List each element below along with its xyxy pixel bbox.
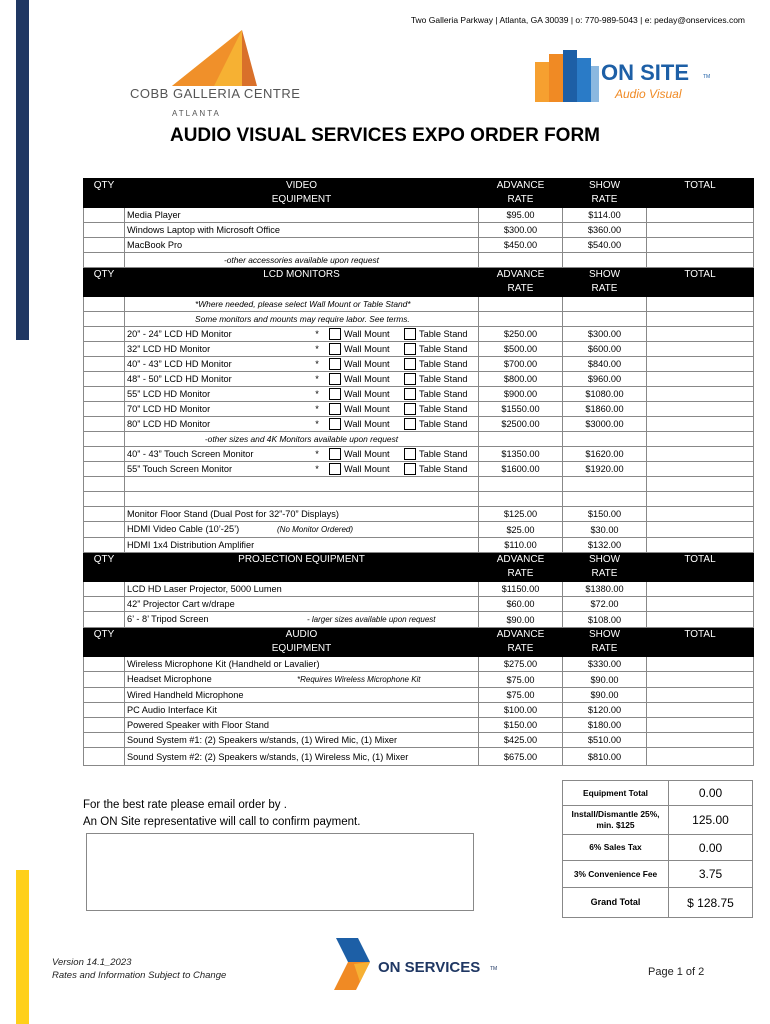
table-stand-checkbox[interactable]	[404, 403, 416, 415]
advance-rate-header: ADVANCE RATE	[479, 179, 563, 208]
qty-input[interactable]	[84, 597, 125, 612]
audio-item-row: Powered Speaker with Floor Stand $150.00 $180.00	[84, 718, 754, 733]
qty-input[interactable]	[84, 447, 125, 462]
show-rate-header: SHOW RATE	[563, 179, 647, 208]
total-cell[interactable]	[647, 522, 754, 538]
totals-row-grand: Grand Total $ 128.75	[563, 888, 753, 918]
total-cell[interactable]	[647, 372, 754, 387]
audio-header-row: QTY AUDIO EQUIPMENT ADVANCE RATE SHOW RATE TOTAL	[84, 628, 754, 657]
lcd-note-row: *Where needed, please select Wall Mount or Table Stand*	[84, 297, 754, 312]
projection-item-row: LCD HD Laser Projector, 5000 Lumen $1150.00 $1380.00	[84, 582, 754, 597]
projection-item-row: 42” Projector Cart w/drape $60.00 $72.00	[84, 597, 754, 612]
total-cell[interactable]	[647, 688, 754, 703]
total-cell[interactable]	[647, 462, 754, 477]
onsite-logo-sub: Audio Visual	[615, 87, 682, 101]
video-note-row	[84, 253, 754, 268]
wall-mount-checkbox[interactable]	[329, 343, 341, 355]
lcd-note-row: Some monitors and mounts may require labor. See terms.	[84, 312, 754, 327]
total-cell[interactable]	[647, 447, 754, 462]
contact-address: Two Galleria Parkway | Atlanta, GA 30039 | o: 770-989-5043 | e: peday@onservices.com	[410, 15, 745, 25]
grand-total-value[interactable]: $ 128.75	[669, 888, 753, 918]
install-dismantle-value[interactable]: 125.00	[669, 806, 753, 835]
total-cell[interactable]	[647, 672, 754, 688]
total-cell[interactable]	[647, 223, 754, 238]
audio-item-row: Wired Handheld Microphone $75.00 $90.00	[84, 688, 754, 703]
lcd-category-header: LCD MONITORS	[125, 268, 479, 297]
qty-input[interactable]	[84, 462, 125, 477]
sales-tax-value[interactable]: 0.00	[669, 835, 753, 861]
table-stand-checkbox[interactable]	[404, 373, 416, 385]
wall-mount-checkbox[interactable]	[329, 463, 341, 475]
lcd-note-row: -other sizes and 4K Monitors available upon request	[84, 432, 754, 447]
totals-row-fee: 3% Convenience Fee 3.75	[563, 861, 753, 888]
wall-mount-checkbox[interactable]	[329, 373, 341, 385]
qty-input[interactable]	[84, 733, 125, 748]
audio-item-row: Headset Microphone *Requires Wireless Microphone Kit $75.00 $90.00	[84, 672, 754, 688]
qty-input[interactable]	[84, 223, 125, 238]
video-category-header: VIDEO EQUIPMENT	[125, 179, 479, 208]
cobb-logo-name: COBB GALLERIA CENTRE	[130, 86, 301, 101]
lcd-item-row: 20” - 24” LCD HD Monitor * Wall Mount Table Stand $250.00 $300.00	[84, 327, 754, 342]
qty-input[interactable]	[84, 612, 125, 628]
qty-input[interactable]	[84, 748, 125, 766]
totals-row-tax: 6% Sales Tax 0.00	[563, 835, 753, 861]
table-stand-checkbox[interactable]	[404, 328, 416, 340]
qty-input[interactable]	[84, 582, 125, 597]
qty-input[interactable]	[84, 657, 125, 672]
onsite-av-logo	[535, 48, 715, 104]
totals-row-equipment: Equipment Total 0.00	[563, 781, 753, 806]
wall-mount-checkbox[interactable]	[329, 328, 341, 340]
table-stand-checkbox[interactable]	[404, 448, 416, 460]
onsite-logo-tm: TM	[703, 74, 711, 80]
convenience-fee-value[interactable]: 3.75	[669, 861, 753, 888]
qty-input[interactable]	[84, 507, 125, 522]
cobb-galleria-logo	[122, 28, 302, 120]
qty-input[interactable]	[84, 718, 125, 733]
notes-input-box[interactable]	[86, 833, 474, 911]
total-cell[interactable]	[647, 718, 754, 733]
total-cell[interactable]	[647, 357, 754, 372]
wall-mount-checkbox[interactable]	[329, 418, 341, 430]
total-cell[interactable]	[647, 387, 754, 402]
video-item-row: Media Player $95.00 $114.00	[84, 208, 754, 223]
total-cell[interactable]	[647, 582, 754, 597]
cobb-logo-city: ATLANTA	[172, 109, 221, 118]
wall-mount-checkbox[interactable]	[329, 388, 341, 400]
accessory-item-row: HDMI Video Cable (10’-25’) (No Monitor Ordered) $25.00 $30.00	[84, 522, 754, 538]
video-accessories-note: -other accessories available upon request	[125, 253, 479, 268]
wall-mount-checkbox[interactable]	[329, 403, 341, 415]
totals-row-install: Install/Dismantle 25%, min. $125 125.00	[563, 806, 753, 835]
totals-table	[562, 780, 753, 918]
qty-input[interactable]	[84, 417, 125, 432]
qty-input[interactable]	[84, 703, 125, 718]
total-cell[interactable]	[647, 507, 754, 522]
accessory-item-row: HDMI 1x4 Distribution Amplifier $110.00 $132.00	[84, 538, 754, 553]
qty-input[interactable]	[84, 688, 125, 703]
qty-input[interactable]	[84, 208, 125, 223]
spacer-row	[84, 492, 754, 507]
total-cell[interactable]	[647, 612, 754, 628]
side-bar-navy	[16, 0, 29, 340]
video-item-row: MacBook Pro $450.00 $540.00	[84, 238, 754, 253]
total-cell[interactable]	[647, 402, 754, 417]
qty-input[interactable]	[84, 522, 125, 538]
projection-item-row: 6’ - 8’ Tripod Screen - larger sizes available upon request $90.00 $108.00	[84, 612, 754, 628]
on-services-logo-name: ON SERVICES	[378, 959, 481, 976]
touch-item-row: 40” - 43” Touch Screen Monitor * Wall Mount Table Stand $1350.00 $1620.00	[84, 447, 754, 462]
total-cell[interactable]	[647, 208, 754, 223]
wall-mount-checkbox[interactable]	[329, 448, 341, 460]
on-services-logo-tm: TM	[490, 966, 498, 972]
audio-category-header: AUDIO EQUIPMENT	[125, 628, 479, 657]
side-color-bar	[16, 0, 29, 1024]
onsite-logo-name: ON SITE	[601, 60, 690, 85]
qty-input[interactable]	[84, 357, 125, 372]
on-services-logo	[330, 934, 500, 994]
total-header: TOTAL	[647, 179, 754, 208]
total-cell[interactable]	[647, 417, 754, 432]
wall-mount-checkbox[interactable]	[329, 358, 341, 370]
order-table	[83, 178, 754, 766]
qty-input[interactable]	[84, 342, 125, 357]
lcd-item-row: 40” - 43” LCD HD Monitor * Wall Mount Table Stand $700.00 $840.00	[84, 357, 754, 372]
qty-input[interactable]	[84, 538, 125, 553]
total-cell[interactable]	[647, 657, 754, 672]
version-info: Version 14.1_2023 Rates and Information Subject to Change	[52, 957, 227, 981]
qty-input[interactable]	[84, 387, 125, 402]
lcd-item-row: 48” - 50” LCD HD Monitor * Wall Mount Table Stand $800.00 $960.00	[84, 372, 754, 387]
total-cell[interactable]	[647, 703, 754, 718]
audio-item-row: Sound System #2: (2) Speakers w/stands, (1) Wireless Mic, (1) Mixer $675.00 $810.00	[84, 748, 754, 766]
video-header-row	[84, 179, 754, 208]
total-cell[interactable]	[647, 597, 754, 612]
total-cell[interactable]	[647, 238, 754, 253]
total-cell[interactable]	[647, 538, 754, 553]
touch-item-row: 55” Touch Screen Monitor * Wall Mount Table Stand $1600.00 $1920.00	[84, 462, 754, 477]
audio-item-row: PC Audio Interface Kit $100.00 $120.00	[84, 703, 754, 718]
qty-input[interactable]	[84, 402, 125, 417]
table-stand-checkbox[interactable]	[404, 463, 416, 475]
lcd-header-row: QTY LCD MONITORS ADVANCE RATE SHOW RATE TOTAL	[84, 268, 754, 297]
table-stand-checkbox[interactable]	[404, 343, 416, 355]
qty-input[interactable]	[84, 372, 125, 387]
table-stand-checkbox[interactable]	[404, 388, 416, 400]
lcd-item-row: 80” LCD HD Monitor * Wall Mount Table Stand $2500.00 $3000.00	[84, 417, 754, 432]
video-item-row: Windows Laptop with Microsoft Office $300.00 $360.00	[84, 223, 754, 238]
table-stand-checkbox[interactable]	[404, 358, 416, 370]
qty-header: QTY	[84, 179, 125, 208]
accessory-item-row: Monitor Floor Stand (Dual Post for 32”-70” Displays) $125.00 $150.00	[84, 507, 754, 522]
total-cell[interactable]	[647, 748, 754, 766]
page-title: AUDIO VISUAL SERVICES EXPO ORDER FORM	[169, 125, 601, 146]
spacer-row	[84, 477, 754, 492]
audio-item-row: Wireless Microphone Kit (Handheld or Lavalier) $275.00 $330.00	[84, 657, 754, 672]
equipment-total-value[interactable]: 0.00	[669, 781, 753, 806]
total-cell[interactable]	[647, 342, 754, 357]
total-cell[interactable]	[647, 327, 754, 342]
side-bar-yellow	[16, 870, 29, 1024]
lcd-item-row: 32” LCD HD Monitor * Wall Mount Table Stand $500.00 $600.00	[84, 342, 754, 357]
audio-item-row: Sound System #1: (2) Speakers w/stands, (1) Wired Mic, (1) Mixer $425.00 $510.00	[84, 733, 754, 748]
table-stand-checkbox[interactable]	[404, 418, 416, 430]
lcd-item-row: 55” LCD HD Monitor * Wall Mount Table Stand $900.00 $1080.00	[84, 387, 754, 402]
qty-input[interactable]	[84, 672, 125, 688]
lcd-item-row: 70” LCD HD Monitor * Wall Mount Table Stand $1550.00 $1860.00	[84, 402, 754, 417]
page-number: Page 1 of 2	[648, 966, 705, 978]
total-cell[interactable]	[647, 733, 754, 748]
qty-input[interactable]	[84, 327, 125, 342]
projection-header-row: QTY PROJECTION EQUIPMENT ADVANCE RATE SHOW RATE TOTAL	[84, 553, 754, 582]
email-instructions: For the best rate please email order by . An ON Site representative will call to confirm payment.	[83, 799, 361, 828]
projection-category-header: PROJECTION EQUIPMENT	[125, 553, 479, 582]
qty-input[interactable]	[84, 238, 125, 253]
